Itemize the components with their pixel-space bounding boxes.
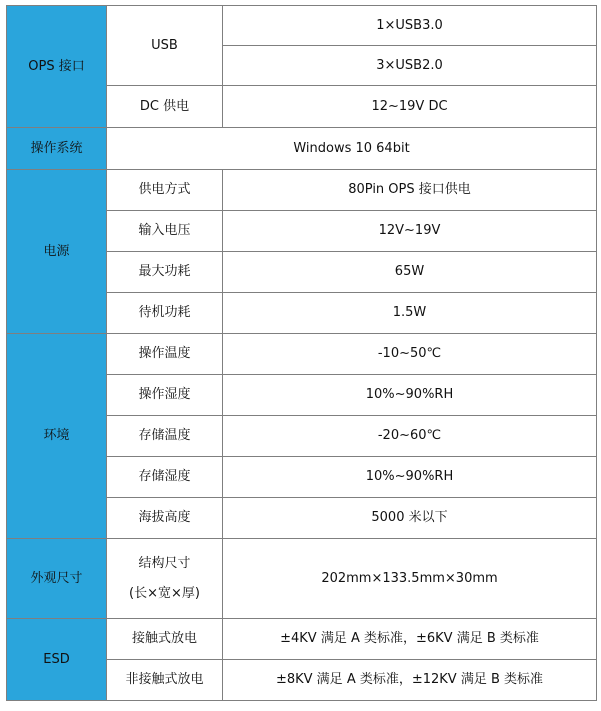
value-power-supply: 80Pin OPS 接口供电 (223, 170, 597, 211)
value-altitude: 5000 米以下 (223, 498, 597, 539)
value-storage-humidity: 10%~90%RH (223, 457, 597, 498)
sub-storage-temp: 存储温度 (107, 416, 223, 457)
sub-standby-power: 待机功耗 (107, 293, 223, 334)
category-ops: OPS 接口 (7, 6, 107, 128)
category-power: 电源 (7, 170, 107, 334)
table-row (7, 170, 597, 211)
sub-dc: DC 供电 (107, 86, 223, 128)
value-storage-temp: -20~60℃ (223, 416, 597, 457)
sub-max-power: 最大功耗 (107, 252, 223, 293)
value-contact-discharge: ±4KV 满足 A 类标准，±6KV 满足 B 类标准 (223, 619, 597, 660)
sub-altitude: 海拔高度 (107, 498, 223, 539)
value-dimensions: 202mm×133.5mm×30mm (223, 539, 597, 619)
sub-op-temp: 操作温度 (107, 334, 223, 375)
value-usb3: 1×USB3.0 (223, 6, 597, 46)
sub-structure-size (107, 539, 223, 619)
sub-structure-size-line2: (长×宽×厚) (129, 585, 200, 601)
table-row (7, 128, 597, 170)
sub-power-supply: 供电方式 (107, 170, 223, 211)
value-input-voltage: 12V~19V (223, 211, 597, 252)
spec-table (6, 5, 597, 701)
sub-op-humidity: 操作湿度 (107, 375, 223, 416)
value-op-humidity: 10%~90%RH (223, 375, 597, 416)
category-os: 操作系统 (7, 128, 107, 170)
table-row (7, 6, 597, 46)
category-esd: ESD (7, 619, 107, 701)
category-environment: 环境 (7, 334, 107, 539)
sub-storage-humidity: 存储湿度 (107, 457, 223, 498)
table-row (7, 539, 597, 619)
value-dc: 12~19V DC (223, 86, 597, 128)
table-row (7, 619, 597, 660)
value-op-temp: -10~50℃ (223, 334, 597, 375)
value-air-discharge: ±8KV 满足 A 类标准，±12KV 满足 B 类标准 (223, 660, 597, 701)
value-usb2: 3×USB2.0 (223, 46, 597, 86)
sub-input-voltage: 输入电压 (107, 211, 223, 252)
value-standby-power: 1.5W (223, 293, 597, 334)
value-os: Windows 10 64bit (107, 128, 597, 170)
sub-structure-size-line1: 结构尺寸 (138, 555, 191, 571)
sub-usb: USB (107, 6, 223, 86)
value-max-power: 65W (223, 252, 597, 293)
sub-contact-discharge: 接触式放电 (107, 619, 223, 660)
sub-air-discharge: 非接触式放电 (107, 660, 223, 701)
table-row (7, 334, 597, 375)
category-dimensions: 外观尺寸 (7, 539, 107, 619)
